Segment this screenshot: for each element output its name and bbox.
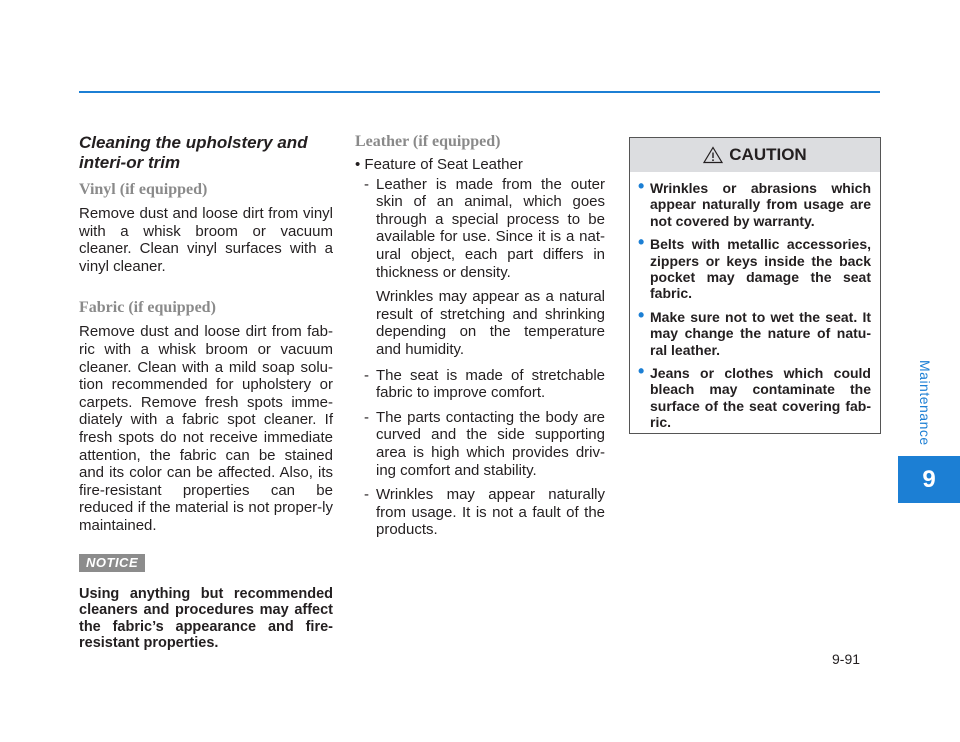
caution-box [629,137,881,434]
caution-item [638,232,871,302]
leather-item-continued: Wrinkles may appear as a natural result of stretching and shrinking depending on the temperature and humidity. [376,288,605,358]
feature-bullet-text: Feature of Seat Leather [364,156,523,173]
caution-item [638,304,871,358]
leather-item-text: The parts contacting the body are curved and the side supporting area is high which provides driv-ing comfort and stability. [376,408,605,479]
bullet-dot: • [638,232,645,253]
dash-marker: - [364,408,369,426]
caution-title: CAUTION [729,145,807,164]
notice-text: Using anything but recommended cleaners and procedures may affect the fabric’s appearance and fire-resistant properties. [79,585,333,651]
notice-badge: NOTICE [79,554,145,572]
caution-list [630,172,880,431]
chapter-number-tab: 9 [898,456,960,503]
section-title: Cleaning the upholstery and interi-or trim [79,133,308,172]
vinyl-heading: Vinyl (if equipped) [79,181,208,198]
caution-item [638,361,871,431]
header-rule [79,91,880,93]
caution-item-text: Belts with metallic accessories, zippers or keys inside the back pocket may damage the seat fabric. [650,236,871,302]
fabric-text: Remove dust and loose dirt from fab-ric with a whisk broom or vacuum cleaner. Clean with a mild soap solu-tion recommended for upholstery or carpets. Remove fresh spots imme-diately with a fabric spot cleaner. If fresh spots do not receive immediate attention, the fabric can be stained and its color can be affected. Also, its fire-resistant properties can be reduced if the material is not proper-ly maintained. [79,323,333,534]
leather-item [355,486,605,539]
warning-triangle-icon [703,146,723,164]
leather-item [355,409,605,479]
fabric-heading: Fabric (if equipped) [79,299,216,317]
bullet-dot: • [638,304,645,325]
caution-item-text: Jeans or clothes which could bleach may contaminate the surface of the seat covering fab-ric. [650,365,871,431]
upholstery-section [79,133,333,652]
leather-heading: Leather (if equipped) [355,133,501,150]
dash-marker: - [364,175,369,193]
caution-header [630,138,880,172]
caution-item-text: Wrinkles or abrasions which appear naturally from usage are not covered by warranty. [650,180,871,229]
caution-item-text: Make sure not to wet the seat. It may change the nature of natu-ral leather. [650,308,871,358]
bullet-dot: • [638,176,645,196]
caution-item [638,176,871,229]
leather-item-text: The seat is made of stretchable fabric to improve comfort. [376,366,605,402]
feature-bullet: • Feature of Seat Leather [355,156,523,173]
dash-marker: - [364,486,369,504]
dash-marker: - [364,366,369,384]
page-number: 9-91 [832,651,861,667]
leather-item [355,367,605,402]
bullet-dot: • [638,361,645,382]
section-side-label: Maintenance [917,360,933,446]
leather-item [355,176,605,282]
vinyl-text: Remove dust and loose dirt from vinyl with a whisk broom or vacuum cleaner. Clean vinyl surfaces with a vinyl cleaner. [79,205,333,275]
leather-item-text: Wrinkles may appear naturally from usage. It is not a fault of the products. [376,486,605,539]
leather-section [355,133,605,539]
leather-item-text: Leather is made from the outer skin of an animal, which goes through a special process to be available for use. Since it is a nat-ural object, each part differs in thickness or density. [376,175,605,281]
